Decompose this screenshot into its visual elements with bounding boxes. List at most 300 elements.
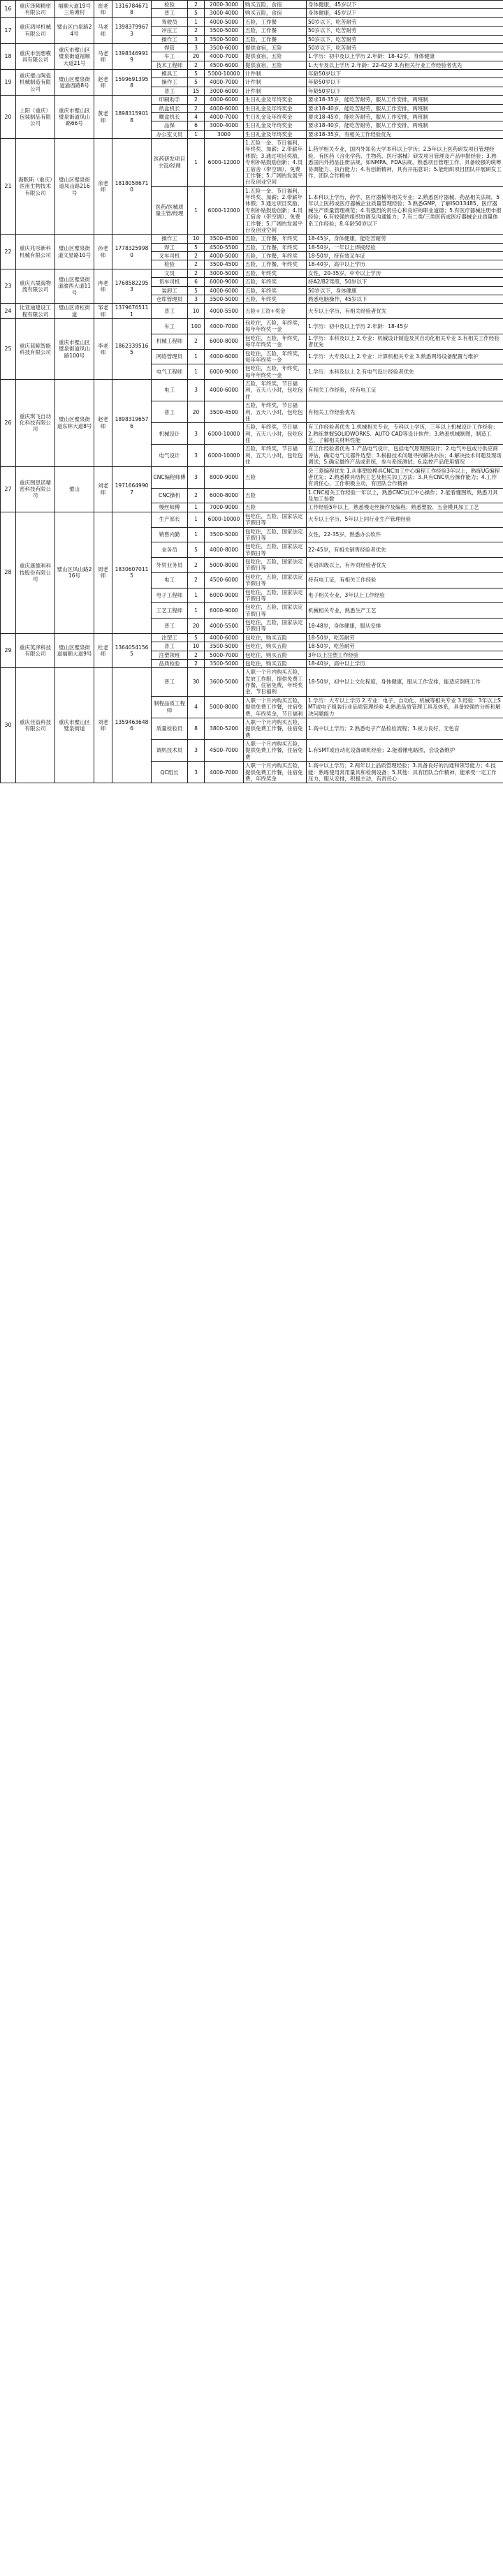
contact-person: 邹老师 bbox=[94, 304, 112, 319]
row-number: 22 bbox=[1, 235, 16, 269]
job-benefits: 包吃住，五险，国家法定节假日等 bbox=[244, 588, 307, 603]
job-headcount: 10 bbox=[188, 235, 205, 243]
job-headcount: 10 bbox=[188, 642, 205, 651]
job-headcount: 15 bbox=[188, 87, 205, 95]
job-headcount: 1 bbox=[188, 603, 205, 619]
job-requirements: 18-50岁，初中以上文化程度，身体健康，服从工作安排，能适应倒班工作 bbox=[307, 668, 503, 697]
job-benefits: 包吃住，五险，国家法定节假日等 bbox=[244, 558, 307, 573]
job-position: 车工 bbox=[152, 52, 188, 61]
job-salary: 3000-5000 bbox=[205, 269, 244, 277]
job-position: 品质检验 bbox=[152, 659, 188, 667]
job-requirements: 18-45岁，身体健康，能吃苦耐劳 bbox=[307, 235, 503, 243]
job-headcount: 3 bbox=[188, 295, 205, 303]
job-headcount: 20 bbox=[188, 401, 205, 423]
table-row bbox=[1, 269, 503, 277]
table-row bbox=[1, 235, 503, 243]
job-requirements: 持有电工证，有相关工作经验 bbox=[307, 572, 503, 588]
row-number: 17 bbox=[1, 17, 16, 43]
job-salary: 6000-12000 bbox=[205, 139, 244, 187]
job-headcount: 6 bbox=[188, 121, 205, 130]
job-position: 普工 bbox=[152, 9, 188, 17]
row-number: 29 bbox=[1, 633, 16, 668]
job-requirements: 1.药学相关专业，国内外知名大学本科以上学历；2.5年以上医药研发项目管理经验，有医药（含化学药、生物药、医疗器械）研发项目管理及产品申报经验；3.熟悉国内外药品注册法规，如NMPA、FDA法规，熟悉项目管理工作，具备较强的统筹协调能力、执行能力；4.有创新精神，具有开拓意识；5.能组织项目团队开展研发工作，团队合作精神 bbox=[307, 139, 503, 187]
job-requirements: 1.有SMT或自动化设备调机经验；2.能看懂电路图，会设备维护 bbox=[307, 740, 503, 762]
company-address: 璧山区白泉路24号 bbox=[55, 17, 94, 43]
job-salary: 3000 bbox=[205, 130, 244, 138]
company-name: 重庆兴晟海物流有限公司 bbox=[16, 269, 55, 304]
job-headcount: 10 bbox=[188, 304, 205, 319]
job-benefits: 五险，工作餐 bbox=[244, 35, 307, 43]
job-benefits: 包吃住，五险，国家法定节假日等 bbox=[244, 512, 307, 527]
table-row bbox=[1, 380, 503, 401]
job-requirements: 18-50岁，吃苦耐劳 bbox=[307, 633, 503, 642]
contact-person: 黄老师 bbox=[94, 96, 112, 139]
job-position: 注塑工 bbox=[152, 633, 188, 642]
job-benefits: 五险，年终奖 bbox=[244, 278, 307, 286]
job-salary: 4000-7000 bbox=[205, 78, 244, 87]
job-benefits: 五险，工作餐，年终奖 bbox=[244, 260, 307, 269]
job-salary: 6000-10000 bbox=[205, 423, 244, 445]
job-position: 焊工 bbox=[152, 243, 188, 251]
job-benefits: 生日礼金及年终奖金 bbox=[244, 96, 307, 104]
job-benefits: 提供食宿，五险 bbox=[244, 43, 307, 52]
job-requirements: 大专以上学历，有相关经验者优先 bbox=[307, 304, 503, 319]
job-position: 注塑领班 bbox=[152, 651, 188, 659]
job-benefits: 生日礼金及年终奖金 bbox=[244, 121, 307, 130]
job-benefits: 包吃住，五险，国家法定节假日等 bbox=[244, 603, 307, 619]
table-row bbox=[1, 96, 503, 104]
job-headcount: 100 bbox=[188, 319, 205, 334]
job-headcount: 3 bbox=[188, 740, 205, 762]
row-number: 18 bbox=[1, 43, 16, 69]
job-benefits: 购买五险，食宿 bbox=[244, 9, 307, 17]
contact-phone: 15996913958 bbox=[112, 70, 152, 96]
row-number: 26 bbox=[1, 380, 16, 467]
job-position: 冲压工 bbox=[152, 27, 188, 35]
contact-person: 刘老师 bbox=[94, 466, 112, 512]
job-salary: 4000-5000 bbox=[205, 17, 244, 26]
contact-phone: 18180586710 bbox=[112, 139, 152, 235]
job-headcount: 20 bbox=[188, 619, 205, 634]
company-address: 璧山区璧泉街道东林大道8号 bbox=[55, 380, 94, 467]
job-position: 电工 bbox=[152, 380, 188, 401]
job-position: 普工 bbox=[152, 642, 188, 651]
job-headcount: 1 bbox=[188, 527, 205, 542]
job-requirements: 1.CNC相关工作经验一年以上，熟悉CNC加工中心操作；2.能看懂图纸，熟悉刀具及加工参数 bbox=[307, 488, 503, 503]
job-headcount: 20 bbox=[188, 52, 205, 61]
table-row bbox=[1, 668, 503, 697]
job-headcount: 2 bbox=[188, 1, 205, 9]
job-position: 仓库管理员 bbox=[152, 295, 188, 303]
contact-phone: 17685822953 bbox=[112, 269, 152, 304]
job-requirements: 1.大专及以上学历 2.年龄：22-42岁 3.有相关行业工作经验者优先 bbox=[307, 61, 503, 69]
row-number: 19 bbox=[1, 70, 16, 96]
job-headcount: 5 bbox=[188, 286, 205, 295]
job-position: 医药/医械质量主管/经理 bbox=[152, 186, 188, 235]
contact-person: 李老师 bbox=[94, 319, 112, 380]
job-requirements: 18-40岁，高中以上学历 bbox=[307, 659, 503, 667]
job-salary: 4000-7000 bbox=[205, 112, 244, 121]
job-benefits: 1.五险一金、节日福利、年终奖、加薪；2.带薪年休假；3.通过项目奖励、专利补贴鼓励创新；4.员工宿舍（带空调）、免费工作餐；5.广阔的发展平台及创业空间 bbox=[244, 139, 307, 187]
contact-person: 赵老师 bbox=[94, 380, 112, 467]
company-name: 重庆泽频精密有限公司 bbox=[16, 1, 55, 18]
company-name: 重庆康德利科技股份有限公司 bbox=[16, 512, 55, 633]
job-benefits: 提供食宿，五险 bbox=[244, 61, 307, 69]
job-position: 焊管 bbox=[152, 43, 188, 52]
contact-person: 崔老师 bbox=[94, 1, 112, 18]
table-row bbox=[1, 43, 503, 52]
job-benefits: 五险，工作餐，年终奖 bbox=[244, 235, 307, 243]
job-position: 文员 bbox=[152, 269, 188, 277]
company-address: 璧山区璧泉街道渝西路8号 bbox=[55, 70, 94, 96]
job-requirements: 熟悉电脑操作，45岁以下 bbox=[307, 295, 503, 303]
job-salary: 3000-4000 bbox=[205, 121, 244, 130]
job-benefits: 入职一个月内购买五险，发放工作服，提供免费工作餐，住宿免费，年终奖金，节日福利 bbox=[244, 668, 307, 697]
company-address: 重庆市璧山区璧泉街道 bbox=[55, 668, 94, 783]
row-number: 30 bbox=[1, 668, 16, 783]
job-salary: 3500-4500 bbox=[205, 235, 244, 243]
job-headcount: 1 bbox=[188, 186, 205, 235]
job-position: 品保 bbox=[152, 121, 188, 130]
job-headcount: 2 bbox=[188, 659, 205, 667]
job-benefits: 五险，工作餐，年终奖 bbox=[244, 252, 307, 260]
job-position: 技术工程师 bbox=[152, 61, 188, 69]
job-requirements: 有工作经验者优先 1.机械相关专业，专科以上学历，三年以上机械设计工作经验；2.熟练掌握SOLIDWORKS、AUTO CAD等设计软件；3.熟悉机械制图，制造工艺，了解相关材料性能 bbox=[307, 423, 503, 445]
job-salary: 3800-5200 bbox=[205, 718, 244, 739]
job-salary: 6000-9000 bbox=[205, 603, 244, 619]
table-row bbox=[1, 1, 503, 9]
job-headcount: 2 bbox=[188, 104, 205, 112]
company-name: 比亚迪建设工程有限公司 bbox=[16, 304, 55, 319]
job-salary: 4000-6000 bbox=[205, 380, 244, 401]
job-benefits: 五险 bbox=[244, 503, 307, 512]
job-headcount: 2 bbox=[188, 61, 205, 69]
job-headcount: 1 bbox=[188, 349, 205, 364]
job-requirements: 要求18-35岁，有相关工作经验优先 bbox=[307, 130, 503, 138]
contact-person: 赵老师 bbox=[94, 70, 112, 96]
row-number: 23 bbox=[1, 269, 16, 304]
job-salary: 5000-7000 bbox=[205, 651, 244, 659]
job-requirements: 女性，22-35岁，熟悉办公软件 bbox=[307, 527, 503, 542]
job-position: 检验 bbox=[152, 260, 188, 269]
row-number: 21 bbox=[1, 139, 16, 235]
job-benefits: 包吃住，五险，年终奖，每年年终奖一金 bbox=[244, 364, 307, 380]
row-number: 27 bbox=[1, 466, 16, 512]
job-requirements: 18-40岁，高中以上学历 bbox=[307, 260, 503, 269]
contact-phone: 13983799673 bbox=[112, 17, 152, 43]
job-salary: 4000-5500 bbox=[205, 619, 244, 634]
job-requirements: 22-45岁，有相关销售经验者优先 bbox=[307, 542, 503, 558]
job-salary: 6000-10000 bbox=[205, 445, 244, 466]
contact-phone: 13167846718 bbox=[112, 1, 152, 18]
job-benefits: 五险，工作餐 bbox=[244, 17, 307, 26]
job-headcount: 3 bbox=[188, 423, 205, 445]
job-position: 机械工程师 bbox=[152, 334, 188, 349]
job-position: QC组长 bbox=[152, 762, 188, 783]
company-address: 璧山区璧泉街道凤山路216号 bbox=[55, 139, 94, 235]
job-salary: 3500-5000 bbox=[205, 295, 244, 303]
job-position: 外贸业务员 bbox=[152, 558, 188, 573]
job-position: 电气设计 bbox=[152, 445, 188, 466]
contact-person: 马老师 bbox=[94, 17, 112, 43]
job-requirements: 1.学历：大专以上学历 2.专业：电子、自动化、机械等相关专业 3.经验：3年以上SMT或电子组装行业品质管理经验 4.熟悉品质管理工具及体系，具备较强的分析和解决问题能力 bbox=[307, 696, 503, 718]
company-address: 重庆市璧山区璧泉街道凤山路66号 bbox=[55, 96, 94, 139]
job-salary: 6000-8000 bbox=[205, 334, 244, 349]
job-benefits: 入职一个月内购买五险，提供免费工作餐，住宿免费，年终奖金 bbox=[244, 762, 307, 783]
job-requirements: 有相关工作经验优先 bbox=[307, 401, 503, 423]
jobs-table bbox=[0, 0, 503, 783]
job-position: 叉车司机 bbox=[152, 252, 188, 260]
job-salary: 5000-8000 bbox=[205, 696, 244, 718]
company-address: 璧山区璧泉街道福顺大道9号 bbox=[55, 633, 94, 668]
company-name: 重庆蓝鲸智能科技有限公司 bbox=[16, 319, 55, 380]
job-requirements: 要求18-40岁，能吃苦耐劳，服从工作安排，两班制 bbox=[307, 121, 503, 130]
job-benefits: 包吃住，五险，年终奖，每年年终奖一金 bbox=[244, 319, 307, 334]
job-headcount: 2 bbox=[188, 488, 205, 503]
contact-phone: 13594636486 bbox=[112, 668, 152, 783]
job-requirements: 年龄50岁以下 bbox=[307, 78, 503, 87]
job-salary: 4000-6000 bbox=[205, 104, 244, 112]
contact-person: 刘老师 bbox=[94, 668, 112, 783]
job-salary: 6000-9000 bbox=[205, 278, 244, 286]
job-headcount: 2 bbox=[188, 651, 205, 659]
company-address: 福顺大道19号三角滩村 bbox=[55, 1, 94, 18]
job-benefits: 五险，年终奖，节日福利，五天八小时，包吃包住 bbox=[244, 423, 307, 445]
job-salary: 6000-9000 bbox=[205, 364, 244, 380]
job-requirements: 要求18-40岁，能吃苦耐劳，服从工作安排，两班制 bbox=[307, 104, 503, 112]
table-row bbox=[1, 512, 503, 527]
contact-person: 杜老师 bbox=[94, 633, 112, 668]
job-headcount: 1 bbox=[188, 17, 205, 26]
job-salary: 4000-5000 bbox=[205, 252, 244, 260]
table-row bbox=[1, 17, 503, 26]
job-headcount: 1 bbox=[188, 130, 205, 138]
company-name: 重庆兆彤新科机械有限公司 bbox=[16, 235, 55, 269]
job-salary: 3000-6000 bbox=[205, 87, 244, 95]
job-position: 电气工程师 bbox=[152, 364, 188, 380]
job-position: 工艺工程师 bbox=[152, 603, 188, 619]
contact-person: 冉老师 bbox=[94, 269, 112, 304]
job-salary: 6000-12000 bbox=[205, 186, 244, 235]
job-benefits: 包吃住，五险，国家法定节假日等 bbox=[244, 527, 307, 542]
job-salary: 4500-6000 bbox=[205, 61, 244, 69]
contact-phone: 13796765111 bbox=[112, 304, 152, 319]
job-benefits: 入职一个月内购买五险，提供免费工作餐，住宿免费，年终奖金，节日福利 bbox=[244, 696, 307, 718]
job-requirements: 要求18-45岁，能吃苦耐劳，服从工作安排，两班制 bbox=[307, 112, 503, 121]
job-requirements: 18-50岁，一年以上焊接经验 bbox=[307, 243, 503, 251]
contact-person: 马老师 bbox=[94, 43, 112, 69]
job-salary: 4500-5500 bbox=[205, 243, 244, 251]
job-position: 操作工 bbox=[152, 35, 188, 43]
contact-person: 孙老师 bbox=[94, 235, 112, 269]
job-benefits: 包吃住，购买五险 bbox=[244, 651, 307, 659]
company-address: 重庆市璧山区璧泉街道福顺大道21号 bbox=[55, 43, 94, 69]
job-headcount: 2 bbox=[188, 96, 205, 104]
job-benefits: 生日礼金及年终奖金 bbox=[244, 130, 307, 138]
company-address: 璧山区青杠街道 bbox=[55, 304, 94, 319]
contact-person: 余老师 bbox=[94, 139, 112, 235]
job-position: 电工 bbox=[152, 572, 188, 588]
job-position: 普工 bbox=[152, 668, 188, 697]
job-position: 调机技术员 bbox=[152, 740, 188, 762]
row-number: 25 bbox=[1, 319, 16, 380]
company-name: 重庆市创想模具有限公司 bbox=[16, 43, 55, 69]
contact-phone: 13640541565 bbox=[112, 633, 152, 668]
job-position: 网络管理员 bbox=[152, 349, 188, 364]
job-requirements: 1.学历：初中及以上学历 2.年龄：18-42岁，身体健康 bbox=[307, 52, 503, 61]
job-requirements: 机械相关专业，熟悉生产工艺 bbox=[307, 603, 503, 619]
job-headcount: 2 bbox=[188, 260, 205, 269]
job-benefits: 计件制 bbox=[244, 87, 307, 95]
table-row bbox=[1, 319, 503, 334]
job-requirements: 1.学历：本科及以上 2.有电气设计经验者优先 bbox=[307, 364, 503, 380]
job-requirements: 电子相关专业，3年以上工作经验 bbox=[307, 588, 503, 603]
job-salary: 3500-5000 bbox=[205, 659, 244, 667]
table-row bbox=[1, 304, 503, 319]
contact-phone: 18983196576 bbox=[112, 380, 152, 467]
job-benefits: 生日礼金及年终奖金 bbox=[244, 112, 307, 121]
job-salary: 4000-7000 bbox=[205, 52, 244, 61]
job-benefits: 五险，工作餐 bbox=[244, 27, 307, 35]
contact-phone: 18623395165 bbox=[112, 319, 152, 380]
job-benefits: 计件制 bbox=[244, 70, 307, 78]
job-headcount: 3 bbox=[188, 380, 205, 401]
job-salary: 3500-5000 bbox=[205, 35, 244, 43]
job-benefits: 1.五险一金、节日福利、年终奖、加薪；2.带薪年休假；3.通过项目奖励、专利补贴鼓励创新；4.员工宿舍（带空调）、免费工作餐；5.广阔的发展平台及创业空间 bbox=[244, 186, 307, 235]
company-name: 海默斯（重庆）医用生物技术有限公司 bbox=[16, 139, 55, 235]
job-requirements: 大专以上学历，5年以上同行业生产管理经验 bbox=[307, 512, 503, 527]
job-benefits: 包吃住，购买五险 bbox=[244, 633, 307, 642]
job-position: 机械设计 bbox=[152, 423, 188, 445]
company-address: 重庆市璧山区璧泉街道凤山路100号 bbox=[55, 319, 94, 380]
job-position: 操作工 bbox=[152, 235, 188, 243]
job-salary: 7000-9000 bbox=[205, 503, 244, 512]
table-row bbox=[1, 633, 503, 642]
job-position: CNC操机 bbox=[152, 488, 188, 503]
job-requirements: 1.高中以上学历；2.熟悉电子产品检验流程；3.视力良好，无色盲 bbox=[307, 718, 503, 739]
table-row bbox=[1, 139, 503, 187]
job-salary: 5000-8000 bbox=[205, 558, 244, 573]
table-row bbox=[1, 70, 503, 78]
job-benefits: 计件制 bbox=[244, 78, 307, 87]
job-requirements: 18-48岁，身体健康，服从安排 bbox=[307, 619, 503, 634]
job-benefits: 五险，年终奖，节日福利，五天八小时，包吃包住 bbox=[244, 401, 307, 423]
company-name: 上阳（重庆）包装制品有限公司 bbox=[16, 96, 55, 139]
job-position: 模具工 bbox=[152, 70, 188, 78]
job-headcount: 3 bbox=[188, 762, 205, 783]
job-headcount: 1 bbox=[188, 503, 205, 512]
job-salary: 3500-4500 bbox=[205, 260, 244, 269]
job-benefits: 购买五险，食宿 bbox=[244, 1, 307, 9]
job-headcount: 5 bbox=[188, 9, 205, 17]
job-benefits: 五险，年终奖 bbox=[244, 295, 307, 303]
job-position: 医药研发项目主管/经理 bbox=[152, 139, 188, 187]
contact-phone: 18983159018 bbox=[112, 96, 152, 139]
job-position: 办公室文员 bbox=[152, 130, 188, 138]
job-benefits: 五险，年终奖，节日福利，五天八小时，包吃包住 bbox=[244, 380, 307, 401]
contact-phone: 18306070115 bbox=[112, 512, 152, 633]
job-position: 车工 bbox=[152, 319, 188, 334]
job-salary: 2000-3000 bbox=[205, 1, 244, 9]
job-position: 生产部长 bbox=[152, 512, 188, 527]
job-position: 装卸工 bbox=[152, 286, 188, 295]
job-benefits: 生日礼金及年终奖金 bbox=[244, 104, 307, 112]
job-headcount: 3 bbox=[188, 445, 205, 466]
company-address: 璧山区璧泉街道文星路10号 bbox=[55, 235, 94, 269]
contact-phone: 13983469919 bbox=[112, 43, 152, 69]
job-benefits: 包吃住，购买五险 bbox=[244, 642, 307, 651]
job-headcount: 5 bbox=[188, 70, 205, 78]
job-position: 货车司机 bbox=[152, 278, 188, 286]
job-headcount: 4 bbox=[188, 112, 205, 121]
job-headcount: 1 bbox=[188, 512, 205, 527]
job-salary: 3000-4000 bbox=[205, 9, 244, 17]
job-requirements: 有相关工作经验，持有电工证 bbox=[307, 380, 503, 401]
job-requirements: 1.学历：本科及以上 2.专业：机械设计制造及其自动化相关专业 3.有相关工作经验者优先 bbox=[307, 334, 503, 349]
job-headcount: 5 bbox=[188, 78, 205, 87]
job-requirements: 3年以上注塑工作经验 bbox=[307, 651, 503, 659]
job-headcount: 3 bbox=[188, 43, 205, 52]
job-benefits: 包吃住，五险，国家法定节假日等 bbox=[244, 572, 307, 588]
job-benefits: 入职一个月内购买五险，提供免费工作餐，住宿免费 bbox=[244, 718, 307, 739]
job-requirements: 身体健康，45岁以下 bbox=[307, 9, 503, 17]
job-salary: 4000-6000 bbox=[205, 633, 244, 642]
job-requirements: 有工作经验者优先 1.产品电气设计，包括电气原理图设计；2.电气外包或分供应商评估，确定电气元器件选型；3.根据技术问题寻找解决办法；4.解决技术问题及现场调试；5.确定最终产品或系统，参与系统测试；6.监控产品使用情况 bbox=[307, 445, 503, 466]
row-number: 24 bbox=[1, 304, 16, 319]
row-number: 16 bbox=[1, 1, 16, 18]
job-requirements: 工作经验5年以上，熟悉慢走丝操作及编程；熟悉塑胶、五金模具加工工艺 bbox=[307, 503, 503, 512]
job-benefits: 入职一个月内购买五险，提供免费工作餐，住宿免费 bbox=[244, 740, 307, 762]
company-name: 重庆佳益科技有限公司 bbox=[16, 668, 55, 783]
job-salary: 6000-9000 bbox=[205, 588, 244, 603]
job-headcount: 5 bbox=[188, 243, 205, 251]
job-position: 检验 bbox=[152, 1, 188, 9]
job-requirements: 要求18-35岁，能吃苦耐劳，服从工作安排，两班制 bbox=[307, 96, 503, 104]
job-requirements: 1.本科以上学历，药学、医疗器械等相关专业；2.熟悉医疗器械、药品相关法规，5年以上医药或医疗器械企业质量管理经验；3.熟悉GMP，了解ISO13485、医疗器械生产质量管理规范；4.有强烈的责任心和良好的职业道德；5.有医疗器械注册申报经验；6.有较强的组织协调及沟通能力；7.有二类/三类医药或医疗器械企业质量体系工作经验；8.年龄50岁以下 bbox=[307, 186, 503, 235]
job-salary: 3500-5000 bbox=[205, 27, 244, 35]
company-name: 重庆琪飞自动化科技有限公司 bbox=[16, 380, 55, 467]
job-benefits: 包吃住，五险，国家法定节假日等 bbox=[244, 619, 307, 634]
job-requirements: 50岁以下，吃苦耐劳 bbox=[307, 43, 503, 52]
job-benefits: 包吃住，五险，年终奖，每年年终奖一金 bbox=[244, 334, 307, 349]
job-requirements: 身体健康，45岁以下 bbox=[307, 1, 503, 9]
job-headcount: 1 bbox=[188, 588, 205, 603]
job-headcount: 2 bbox=[188, 334, 205, 349]
job-headcount: 3 bbox=[188, 466, 205, 488]
job-benefits: 五险，年终奖 bbox=[244, 286, 307, 295]
job-position: 业务员 bbox=[152, 542, 188, 558]
job-requirements: 50岁以下，吃苦耐劳 bbox=[307, 35, 503, 43]
company-address: 璧山 bbox=[55, 466, 94, 512]
job-requirements: 英语四级以上，有外贸经验者优先 bbox=[307, 558, 503, 573]
job-benefits: 五险，工作餐，年终奖 bbox=[244, 243, 307, 251]
job-salary: 3500-6000 bbox=[205, 43, 244, 52]
job-salary: 3500-4500 bbox=[205, 401, 244, 423]
job-position: 印刷助手 bbox=[152, 96, 188, 104]
job-headcount: 5 bbox=[188, 542, 205, 558]
job-headcount: 2 bbox=[188, 252, 205, 260]
job-salary: 3500-5000 bbox=[205, 642, 244, 651]
job-salary: 4000-6000 bbox=[205, 286, 244, 295]
job-salary: 6000-10000 bbox=[205, 512, 244, 527]
job-requirements: 年龄50岁以下 bbox=[307, 70, 503, 78]
job-salary: 8000-9000 bbox=[205, 466, 244, 488]
job-salary: 4000-7000 bbox=[205, 319, 244, 334]
jobs-body bbox=[1, 1, 503, 783]
job-headcount: 4 bbox=[188, 696, 205, 718]
job-salary: 4500-6000 bbox=[205, 572, 244, 588]
company-name: 重庆英泽科技有限公司 bbox=[16, 633, 55, 668]
